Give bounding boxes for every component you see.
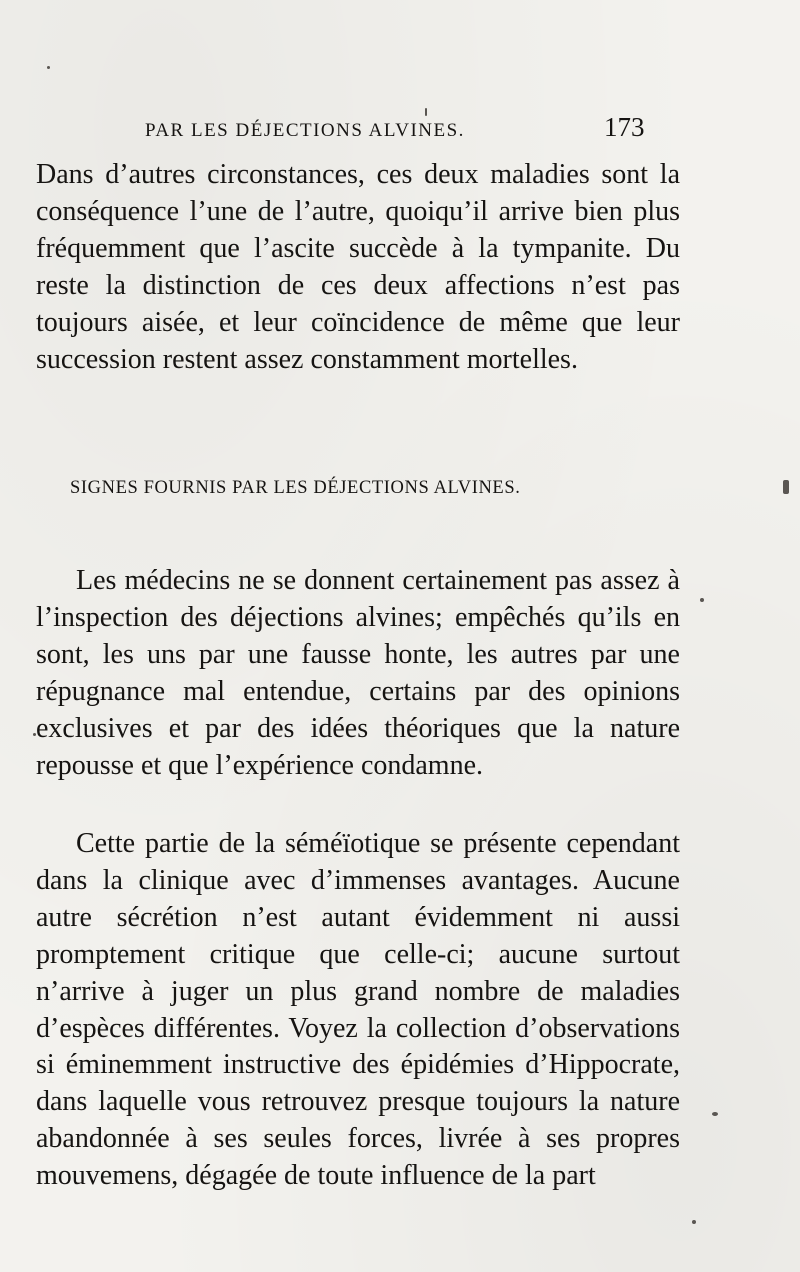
scan-speck bbox=[425, 108, 427, 116]
paragraph-semeiotique: Cette partie de la séméïotique se présente cependant dans la clinique avec d’immenses avantages. Aucune autre sécrétion n’est autant évidemment ni aussi promptement critique que celle-ci; aucune surtout n’arrive à juger un plus grand nombre de maladies d’espèces différentes. Voyez la collection d’observations si éminemment instructive des épidémies d’Hippocrate, dans laquelle vous retrouvez presque toujours la nature abandonnée à ses seules forces, livrée à ses propres mouvemens, dégagée de toute influence de la part bbox=[36, 828, 680, 1192]
scan-speck bbox=[47, 66, 50, 69]
running-head: PAR LES DÉJECTIONS ALVINES. bbox=[145, 120, 465, 141]
scan-speck bbox=[692, 1220, 696, 1224]
scan-speck bbox=[33, 733, 36, 736]
scan-speck bbox=[712, 1112, 718, 1116]
section-heading: SIGNES FOURNIS PAR LES DÉJECTIONS ALVINES. bbox=[70, 478, 521, 498]
paragraph-inspection: Les médecins ne se donnent certainement pas assez à l’inspection des déjections alvines; empêchés qu’ils en sont, les uns par une fausse honte, les autres par une répugnance mal entendue, certains par des opinions exclusives et par des idées théoriques que la nature repousse et que l’expérience condamne. bbox=[36, 565, 680, 781]
paragraph-ascite-tympanite: Dans d’autres circonstances, ces deux maladies sont la conséquence l’une de l’autre, quoiqu’il arrive bien plus fréquemment que l’ascite succède à la tympanite. Du reste la distinction de ces deux affections n’est pas toujours aisée, et leur coïncidence de même que leur succession restent assez constamment mortelles. bbox=[36, 159, 680, 375]
scan-speck bbox=[700, 598, 704, 602]
scan-speck bbox=[783, 480, 789, 494]
page-number: 173 bbox=[604, 112, 645, 142]
